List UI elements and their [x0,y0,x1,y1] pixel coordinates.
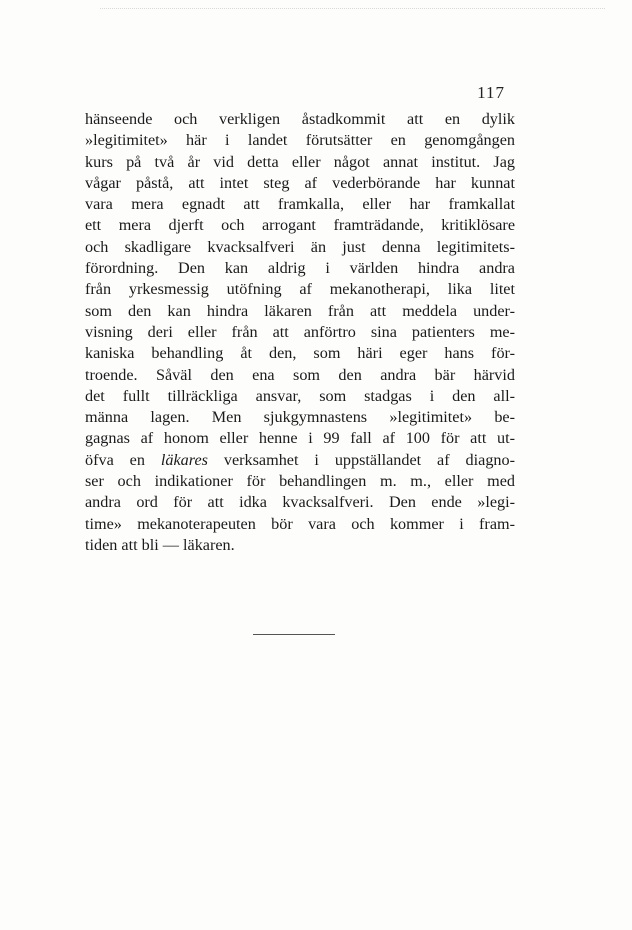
text-line: troende. Såväl den ena som den andra bär härvid [85,365,515,384]
text-line: time» mekanoterapeuten bör vara och kommer i fram- [85,514,515,533]
text-line: det fullt tillräckliga ansvar, som stadgas i den all- [85,386,515,405]
text-line: »legitimitet» här i landet förutsätter en genomgången [85,131,515,150]
text-segment: öfva en [85,450,161,469]
text-line: visning deri eller från att anförtro sina patienters me- [85,322,515,341]
text-segment: verksamhet i uppställandet af diagno- [207,450,515,469]
italic-word: läkares [160,450,208,469]
text-line: männa lagen. Men sjukgymnastens »legitimitet» be- [85,408,515,427]
text-line: vågar påstå, att intet steg af vederbörande har kunnat [85,173,515,192]
text-line-italic-span [85,450,515,471]
text-line: ser och indikationer för behandlingen m. m., eller med [85,472,515,491]
page-number: 117 [477,83,505,102]
text-line: kaniska behandling åt den, som häri eger hans för- [85,344,515,363]
scan-top-edge [100,8,605,9]
body-text [85,109,515,556]
text-line: hänseende och verkligen åstadkommit att en dylik [85,110,515,128]
text-line: andra ord för att idka kvacksalfveri. Den ende »legi- [85,493,515,512]
text-line: vara mera egnadt att framkalla, eller har framkallat [85,195,515,214]
text-line: och skadligare kvacksalfveri än just denna legitimitets- [85,237,515,256]
text-line: ett mera djerft och arrogant framträdande, kritiklösare [85,216,515,235]
text-line: förordning. Den kan aldrig i världen hindra andra [85,259,515,278]
text-line: från yrkesmessig utöfning af mekanotherapi, lika litet [85,280,515,299]
text-line: gagnas af honom eller henne i 99 fall af 100 för att ut- [85,429,515,448]
section-end-rule [253,634,335,635]
text-line: kurs på två år vid detta eller något annat institut. Jag [85,152,515,171]
text-line-final: tiden att bli — läkaren. [85,535,235,554]
text-line: som den kan hindra läkaren från att meddela under- [85,301,515,320]
